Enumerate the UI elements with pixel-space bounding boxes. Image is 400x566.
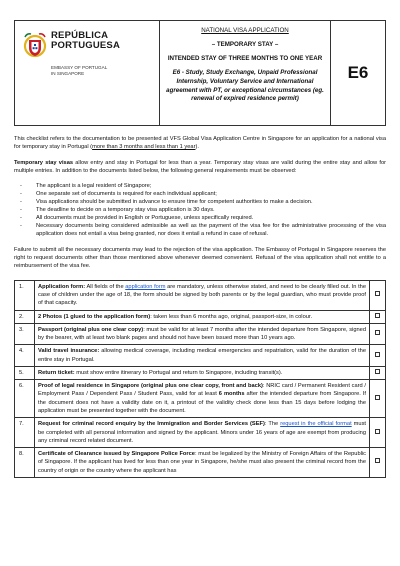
intro-paragraph: This checklist refers to the documentation to be presented at VFS Global Visa Application Centre in Singapore for an application for a national visa for temporary stay in Portugal (more than 3 months and less than 1 year). [14,136,386,150]
list-item: - Visa applications should be submitted in advance to ensure time for competent authorities to make a decision. [20,198,313,205]
application-form-link[interactable]: application form [125,283,166,290]
country-name-line2: PORTUGUESA [51,39,121,51]
table-row: 2. 2 Photos (1 glued to the application form): taken less than 6 months ago, original, passport-size, in colour. [15,310,386,323]
form-title: NATIONAL VISA APPLICATION [201,27,289,34]
header-title-cell [159,21,331,125]
checkbox[interactable] [375,429,380,434]
country-name-line1: REPÚBLICA [51,30,109,41]
header-box [14,20,386,126]
failure-paragraph: Failure to submit all the necessary documents may lead to the rejection of the visa application. The Embassy of Portugal in Singapore reserves the right to request documents other than those mentioned above whenever deemed convenient. Refusal of the visa application shall not entitle to a reimbursement of the visa fee. [14,246,386,269]
checkbox[interactable] [375,291,380,296]
table-row: 6. Proof of legal residence in Singapore (original plus one clear copy, front and back): NRIC card / Permanent Resident card / Employment Pass / Dependent Pass / Student Pass, valid for at least 6 months after the intended departure from Singapore. If the document does not have a validity date on it, a printout of the validity check done less than 15 days before lodging the application must be presented together with the document. [15,380,386,418]
list-item: - The deadline to decide on a temporary stay visa application is 30 days. [20,206,215,213]
criminal-record-request-link[interactable]: request in the official format [280,421,352,428]
visa-purpose: E6 - Study, Study Exchange, Unpaid Professional Internship, Voluntary Service and International agreement with PT, or exceptional circumstances (eg. renewal of expired residence permit) [166,69,324,103]
requirements-list [14,183,386,239]
visa-code: E6 [347,62,369,82]
list-item: - One separate set of documents is required for each individual applicant; [20,190,217,197]
header-logo-cell [15,21,159,125]
temporary-stay-paragraph: Temporary stay visas allow entry and stay in Portugal for less than a year. Temporary stay visas are valid during the entire stay and allow for multiple entries. In addition to the documents listed below, the following general requirements must be observed: [14,159,387,174]
table-row: 3. Passport (original plus one clear copy): must be valid for at least 7 months after the intended departure from Singapore, signed by the bearer, with at least two blank pages and should not have been issued more than 10 years ago. [15,323,386,345]
stay-type: – TEMPORARY STAY – [211,41,279,49]
checkbox[interactable] [375,458,380,463]
table-row: 1. Application form: All fields of the application form are mandatory, unless otherwise stated, and need to be clearly filled out. In the case of children under the age of 18, the form should be signed by both parents or by the legal guardian, who must provide proof of that capacity. [15,280,386,310]
table-row: 8. Certificate of Clearance issued by Singapore Police Force: must be legalized by the Ministry of Foreign Affairs of the Republic of Singapore. If the applicant has lived for less than one year in Singapore, he/she must also present the criminal record from the country of origin or the country where the applicant has [15,448,386,478]
list-item: - The applicant is a legal resident of Singapore; [20,182,152,189]
header-code-cell [331,21,385,125]
checkbox[interactable] [375,352,380,357]
list-item: - Necessary documents being considered admissible as well as the payment of the visa fee for the administrative processing of the visa application does not entail a visa being granted, nor does it entail a refund in case of refusal. [20,222,386,237]
checkbox[interactable] [375,330,380,335]
table-row: 5. Return ticket: must show entire itinerary to Portugal and return to Singapore, including transit(s). [15,366,386,379]
table-row: 4. Valid travel insurance: allowing medical coverage, including medical emergencies and repatriation, valid for the duration of the entire stay in Portugal. [15,345,386,367]
stay-duration: INTENDED STAY OF THREE MONTHS TO ONE YEAR [167,55,323,63]
checkbox[interactable] [375,395,380,400]
checkbox[interactable] [375,369,380,374]
list-item: - All documents must be provided in English or Portuguese, unless specifically required. [20,214,254,221]
embassy-name: EMBASSY OF PORTUGAL IN SINGAPORE [51,65,108,76]
portuguese-coat-of-arms-icon [23,31,47,59]
table-row: 7. Request for criminal record enquiry by the Immigration and Border Services (SEF): The request in the official format must be completed with all personal information and signed by the applicant. Minors under 16 years of age are exempt from producing any criminal record related document. [15,418,386,448]
checkbox[interactable] [375,313,380,318]
checklist-table [14,280,386,478]
